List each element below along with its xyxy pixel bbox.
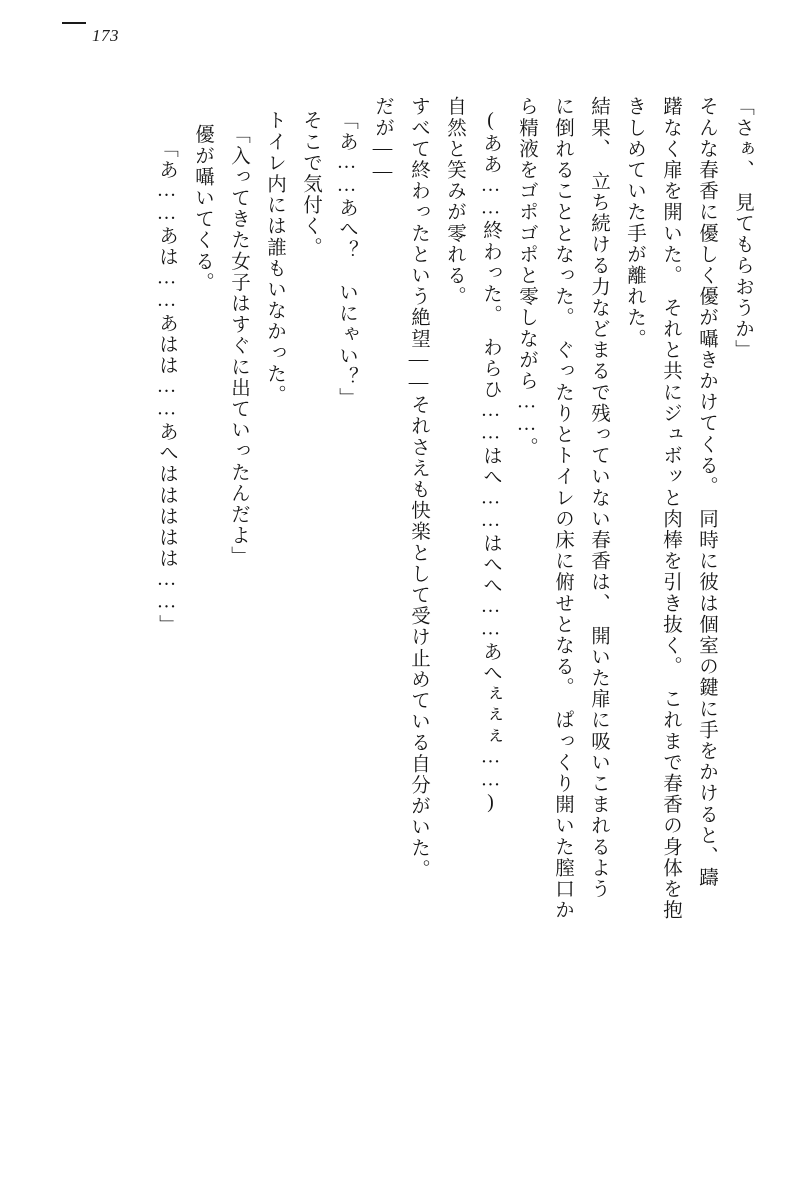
text-column: 「あ……あへ？ いにゃい？」 (336, 110, 357, 409)
text-column: (ああ……終わった。 わらひ……はへ……はへへ……あへぇぇぇ……) (480, 110, 501, 815)
text-column: 結果、 立ち続ける力などまるで残っていない春香は、 開いた扉に吸いこまれるよう (588, 96, 609, 900)
text-column: 「さぁ、 見てもらおうか」 (732, 96, 753, 361)
text-column: すべて終わったという絶望——それさえも快楽として受け止めている自分がいた。 (408, 96, 429, 880)
text-column: 自然と笑みが零れる。 (444, 96, 465, 307)
page-number: 173 (92, 26, 119, 45)
header-rule (62, 22, 86, 24)
text-column: ら精液をゴポゴポと零しながら……。 (516, 96, 537, 458)
text-column: 優が囁いてくる。 (192, 124, 213, 293)
text-column: 「あ……あは……あはは……あへははははは……」 (156, 138, 177, 636)
text-column: そこで気付く。 (300, 110, 321, 258)
text-column: きしめていた手が離れた。 (624, 96, 645, 350)
text-column: に倒れることとなった。 ぐったりとトイレの床に俯せとなる。 ぱっくり開いた膣口か (552, 96, 573, 921)
vertical-text-block (92, 96, 752, 1136)
text-column: だが—— (372, 96, 393, 184)
text-column: そんな春香に優しく優が囁きかけてくる。 同時に彼は個室の鍵に手をかけると、躊 (696, 96, 717, 889)
text-column: 「入ってきた女子はすぐに出ていったんだよ」 (228, 124, 249, 568)
text-column: 躇なく扉を開いた。 それと共にジュボッと肉棒を引き抜く。 これまで春香の身体を抱 (660, 96, 681, 921)
text-column: トイレ内には誰もいなかった。 (264, 110, 285, 406)
